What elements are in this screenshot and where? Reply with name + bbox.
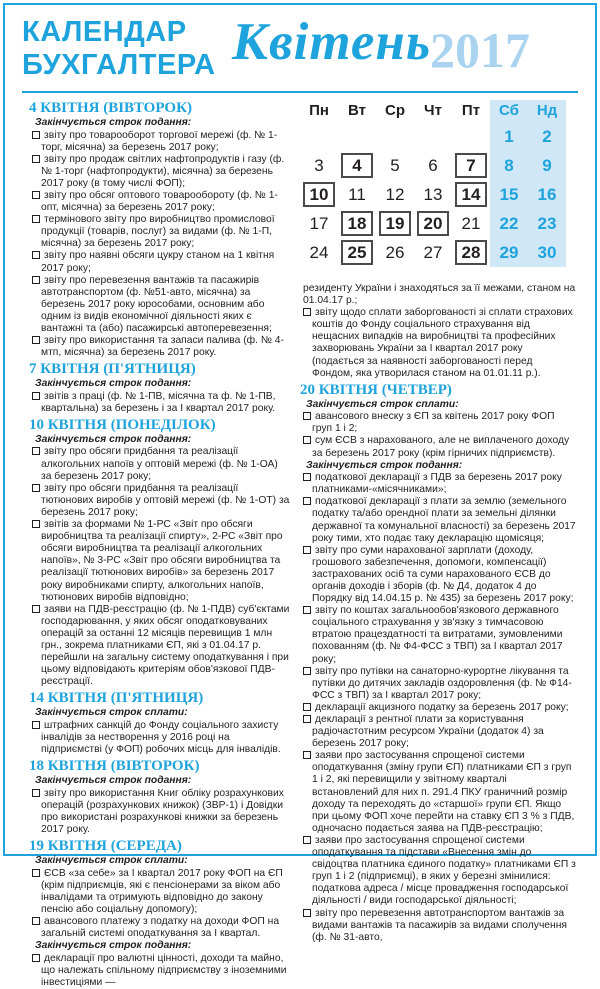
calendar-day: 15 bbox=[499, 185, 519, 204]
checkbox-icon bbox=[32, 215, 40, 223]
brand-title bbox=[22, 16, 216, 82]
checkbox-icon bbox=[303, 703, 311, 711]
checklist-item: штрафних санкцій до Фонду соціального захисту інвалідів за нестворення у 2016 році на підприємстві (у ФОП) робочих місць для інвалідів. bbox=[29, 720, 291, 756]
checkbox-icon bbox=[32, 869, 40, 877]
checklist-item: авансового внеску з ЄП за квітень 2017 року ФОП груп 1 і 2; bbox=[300, 411, 576, 435]
calendar-day: 21 bbox=[461, 214, 481, 233]
calendar-weekday-row bbox=[300, 100, 566, 122]
calendar-empty-cell bbox=[376, 122, 414, 151]
checkbox-icon bbox=[32, 520, 40, 528]
section-date-heading: 4 КВІТНЯ (ВІВТОРОК) bbox=[29, 100, 192, 116]
checklist-item: звіту про товарооборот торгової мережі (ф. № 1-торг, місячна) за березень 2017 року; bbox=[29, 130, 291, 154]
month-calendar bbox=[300, 100, 566, 267]
checklist-item: звіту про перевезення вантажів та пасажирів автотранспортом (ф. №51-авто, місячна) за березень 2017 року юрособами, основним або одним із видів економічної діяльності яких є вантажні та (або) пасажирські автоперевезення; bbox=[29, 275, 291, 335]
checklist-item: звіту про обсяги придбання та реалізації тютюнових виробів у оптовій мережі (ф. № 1-ОТ) за березень 2017 року; bbox=[29, 483, 291, 519]
right-column bbox=[300, 283, 576, 944]
calendar-day bbox=[338, 151, 376, 180]
calendar-day: 16 bbox=[537, 185, 557, 204]
day-number: 4 bbox=[341, 153, 373, 178]
year-title: 2017 bbox=[430, 22, 530, 78]
calendar-day: 2 bbox=[542, 127, 552, 146]
checklist-item: звіту про продаж світлих нафтопродуктів і газу (ф. № 1-торг (нафтопродукти), місячна) за березень 2017 року (в тому числі ФОП); bbox=[29, 154, 291, 190]
deadline-subheading: Закінчується строк сплати: bbox=[306, 398, 459, 410]
day-number: 19 bbox=[379, 211, 411, 236]
calendar-day: 29 bbox=[499, 243, 519, 262]
weekday-label: Чт bbox=[424, 102, 442, 119]
checklist-item: звітів за формами № 1-РС «Звіт про обсяги виробництва та реалізації спирту», 2-РС «Звіт про обсяги виробництва та реалізації алкогольних напоїв», № 3-РС «Звіт про обсяги виробництва та реалізації тютюнових виробів» за березень 2017 року виробниками спирту, алкогольних напоїв, тютюнових виробів відповідно; bbox=[29, 519, 291, 604]
calendar-grid bbox=[300, 122, 566, 267]
checkbox-icon bbox=[32, 954, 40, 962]
checklist-item: звіту про обсяги придбання та реалізації алкогольних напоїв у оптовій мережі (ф. № 1-ОА) за березень 2017 року; bbox=[29, 446, 291, 482]
checklist-item: термінового звіту про виробництво промислової продукції (товарів, послуг) за видами (ф. № 1-П, місячна) за березень 2017 року; bbox=[29, 214, 291, 250]
checklist-item: декларації акцизного податку за березень 2017 року; bbox=[300, 702, 576, 714]
checklist-item: авансового платежу з податку на доходи ФОП на загальній системі оподаткування за I квартал. bbox=[29, 916, 291, 940]
calendar-day: 9 bbox=[542, 156, 552, 175]
checkbox-icon bbox=[32, 155, 40, 163]
checkbox-icon bbox=[303, 715, 311, 723]
checkbox-icon bbox=[303, 667, 311, 675]
deadline-subheading: Закінчується строк подання: bbox=[35, 117, 192, 128]
day-number: 18 bbox=[341, 211, 373, 236]
day-number: 10 bbox=[303, 182, 335, 207]
calendar-day: 30 bbox=[537, 243, 557, 262]
calendar-day: 27 bbox=[423, 243, 443, 262]
calendar-day: 22 bbox=[499, 214, 519, 233]
deadline-subheading: Закінчується строк сплати: bbox=[35, 707, 188, 719]
weekday-label: Пт bbox=[461, 102, 481, 119]
checkbox-icon bbox=[32, 484, 40, 492]
section-date-heading: 14 КВІТНЯ (П'ЯТНИЦЯ) bbox=[29, 690, 204, 707]
day-number: 20 bbox=[417, 211, 449, 236]
checkbox-icon bbox=[32, 605, 40, 613]
weekday-label: Сб bbox=[490, 100, 528, 122]
checkbox-icon bbox=[303, 546, 311, 554]
deadline-subheading: Закінчується строк подання: bbox=[35, 940, 192, 952]
calendar-day bbox=[300, 180, 338, 209]
checkbox-icon bbox=[32, 917, 40, 925]
checkbox-icon bbox=[32, 789, 40, 797]
day-number: 14 bbox=[455, 182, 487, 207]
calendar-empty-cell bbox=[338, 122, 376, 151]
weekday-label: Нд bbox=[528, 100, 566, 122]
checklist-item: звіту про наявні обсяги цукру станом на 1 квітня 2017 року; bbox=[29, 250, 291, 274]
checklist-item: декларації про валютні цінності, доходи та майно, що належать спільному підприємству з іноземними інвестиціями — bbox=[29, 953, 291, 989]
checklist-item: заяви про застосування спрощеної системи оподаткування (зміну групи ЄП) платниками ЄП з груп 1 і 2, які перевищили у звітному кварталі встановлений для них п. 291.4 ПКУ граничний розмір доходу та переходять до «старшої» групи ЄП. Якщо при цьому ФОП хоче перейти на ставку ЄП 3 % з ПДВ, одночасно подається заява на ПДВ-реєстрацію; bbox=[300, 750, 576, 835]
day-number: 28 bbox=[455, 240, 487, 265]
deadline-subheading: Закінчується строк подання: bbox=[306, 459, 463, 471]
brand-line-2: БУХГАЛТЕРА bbox=[22, 49, 216, 81]
calendar-day: 1 bbox=[504, 127, 514, 146]
checkbox-icon bbox=[32, 131, 40, 139]
checkbox-icon bbox=[303, 497, 311, 505]
calendar-day: 11 bbox=[348, 185, 366, 204]
month-title: Квітень bbox=[232, 13, 432, 71]
checkbox-icon bbox=[303, 308, 311, 316]
brand-line-1: КАЛЕНДАР bbox=[22, 16, 187, 48]
checklist-item: податкової декларації з плати за землю (земельного податку та/або орендної плати за земельні ділянки державної та комунальної власності) за березень 2017 року тими, хто подає таку декларацію щомісяця; bbox=[300, 496, 576, 544]
section-date-heading: 19 КВІТНЯ (СЕРЕДА) bbox=[29, 838, 182, 854]
checkbox-icon bbox=[32, 276, 40, 284]
calendar-day: 26 bbox=[385, 243, 405, 262]
calendar-day: 13 bbox=[423, 185, 443, 204]
calendar-day: 3 bbox=[314, 156, 324, 175]
checklist-item: звіту про використання Книг обліку розрахункових операцій (розрахункових книжок) (ЗВР-1) і Довідки про використані розрахункові книжки за березень 2017 року. bbox=[29, 788, 291, 836]
calendar-empty-cell bbox=[300, 122, 338, 151]
calendar-day bbox=[452, 180, 490, 209]
checklist-item: декларації з рентної плати за користування радіочастотним ресурсом України (додаток 4) за березень 2017 року; bbox=[300, 714, 576, 750]
calendar-day: 17 bbox=[309, 214, 329, 233]
checkbox-icon bbox=[303, 751, 311, 759]
checkbox-icon bbox=[32, 336, 40, 344]
checkbox-icon bbox=[32, 447, 40, 455]
checklist-item: податкової декларації з ПДВ за березень 2017 року платниками-«місячниками»; bbox=[300, 472, 576, 496]
left-column bbox=[29, 98, 291, 989]
checkbox-icon bbox=[32, 721, 40, 729]
checklist-item: звіту щодо сплати заборгованості зі сплати страхових коштів до Фонду соціального страхування від нещасних випадків на виробництві та професійних захворювань України за I квартал 2017 року (подається за наявності заборгованості перед Фондом, яка утворилася станом на 01.01.11 р.). bbox=[300, 307, 576, 380]
calendar-day: 23 bbox=[537, 214, 557, 233]
checkbox-icon bbox=[303, 473, 311, 481]
calendar-day: 12 bbox=[385, 185, 405, 204]
checkbox-icon bbox=[303, 436, 311, 444]
day-number: 7 bbox=[455, 153, 487, 178]
continued-text: резиденту України і знаходяться за її межами, станом на 01.04.17 р.; bbox=[303, 283, 576, 307]
checklist-item: звіту по коштах загальнообов'язкового державного соціального страхування у зв'язку з тимчасовою втратою працездатності та витратами, зумовленими похованням (ф. № Ф4-ФСС з ТВП) за I квартал 2017 року; bbox=[300, 605, 576, 665]
section-date-heading: 18 КВІТНЯ (ВІВТОРОК) bbox=[29, 758, 200, 775]
weekday-label: Ср bbox=[385, 102, 405, 119]
section-date-heading: 7 КВІТНЯ (П'ЯТНИЦЯ) bbox=[29, 361, 196, 378]
checklist-item: сум ЄСВ з нарахованого, але не виплаченого доходу за березень 2017 року (крім гірничих підприємств). bbox=[300, 435, 576, 459]
checklist-item: звіту про суми нарахованої зарплати (доходу, грошового забезпечення, допомоги, компенсації) застрахованих осіб та суми нарахованого ЄСВ до органів доходів і зборів (ф. № Д4, додаток 4 до Порядку від 14.04.15 р. № 435) за березень 2017 року; bbox=[300, 545, 576, 605]
checklist-item: звіту про використання та запаси палива (ф. № 4-мтп, місячна) за березень 2017 року. bbox=[29, 335, 291, 359]
deadline-subheading: Закінчується строк подання: bbox=[35, 775, 192, 787]
deadline-subheading: Закінчується строк подання: bbox=[35, 433, 192, 445]
checkbox-icon bbox=[303, 412, 311, 420]
checklist-item: звіту про путівки на санаторно-курортне лікування та путівки до дитячих закладів оздоровлення (ф. № Ф14-ФСС з ТВП) за I квартал 2017 року; bbox=[300, 666, 576, 702]
deadline-subheading: Закінчується строк подання: bbox=[35, 378, 192, 390]
calendar-day: 24 bbox=[309, 243, 329, 262]
calendar-day: 5 bbox=[390, 156, 400, 175]
checkbox-icon bbox=[303, 836, 311, 844]
deadline-subheading: Закінчується строк сплати: bbox=[35, 855, 188, 866]
calendar-day: 8 bbox=[504, 156, 514, 175]
checkbox-icon bbox=[32, 392, 40, 400]
checklist-item: звіту про обсяг оптового товарообороту (ф. № 1-опт, місячна) за березень 2017 року; bbox=[29, 190, 291, 214]
calendar-day: 6 bbox=[428, 156, 438, 175]
checklist-item: ЄСВ «за себе» за I квартал 2017 року ФОП на ЄП (крім підприємців, які є пенсіонерами за віком або інвалідами та отримують відповідно до закону пенсію або соціальну допомогу); bbox=[29, 868, 291, 916]
calendar-day bbox=[452, 238, 490, 267]
day-number: 25 bbox=[341, 240, 373, 265]
calendar-day bbox=[338, 238, 376, 267]
checklist-item: звіту про перевезення автотранспортом вантажів за видами вантажів та пасажирів за видами сполучення (ф. № 31-авто, bbox=[300, 908, 576, 944]
calendar-day bbox=[338, 209, 376, 238]
checkbox-icon bbox=[303, 909, 311, 917]
calendar-empty-cell bbox=[414, 122, 452, 151]
weekday-label: Вт bbox=[348, 102, 366, 119]
checklist-item: заяви про застосування спрощеної системи оподаткування та підстави «Внесення змін до свідоцтва платника єдиного податку» платниками ЄП з груп 1 і 2 (підприємці), в яких у березні змінилися: податкова адреса / місце провадження господарської діяльності / види господарської діяльності; bbox=[300, 835, 576, 908]
calendar-day bbox=[452, 151, 490, 180]
calendar-day bbox=[376, 209, 414, 238]
checkbox-icon bbox=[32, 251, 40, 259]
header-divider bbox=[22, 91, 578, 93]
checkbox-icon bbox=[303, 606, 311, 614]
weekday-label: Пн bbox=[309, 102, 329, 119]
calendar-empty-cell bbox=[452, 122, 490, 151]
section-date-heading: 20 КВІТНЯ (ЧЕТВЕР) bbox=[300, 381, 452, 398]
checkbox-icon bbox=[32, 191, 40, 199]
checklist-item: заяви на ПДВ-реєстрацію (ф. № 1-ПДВ) суб'єктами господарювання, у яких обсяг оподатковуваних операцій за останні 12 місяців перевищив 1 млн грн., зокрема платниками ЄП, які з 01.04.17 р. перейшли на загальну систему оподаткування і при цьому відповідають критеріям обов'язкової ПДВ-реєстрації. bbox=[29, 604, 291, 689]
section-date-heading: 10 КВІТНЯ (ПОНЕДІЛОК) bbox=[29, 416, 216, 433]
calendar-day bbox=[414, 209, 452, 238]
checklist-item: звітів з праці (ф. № 1-ПВ, місячна та ф. № 1-ПВ, квартальна) за березень і за I квартал 2017 року. bbox=[29, 391, 291, 415]
